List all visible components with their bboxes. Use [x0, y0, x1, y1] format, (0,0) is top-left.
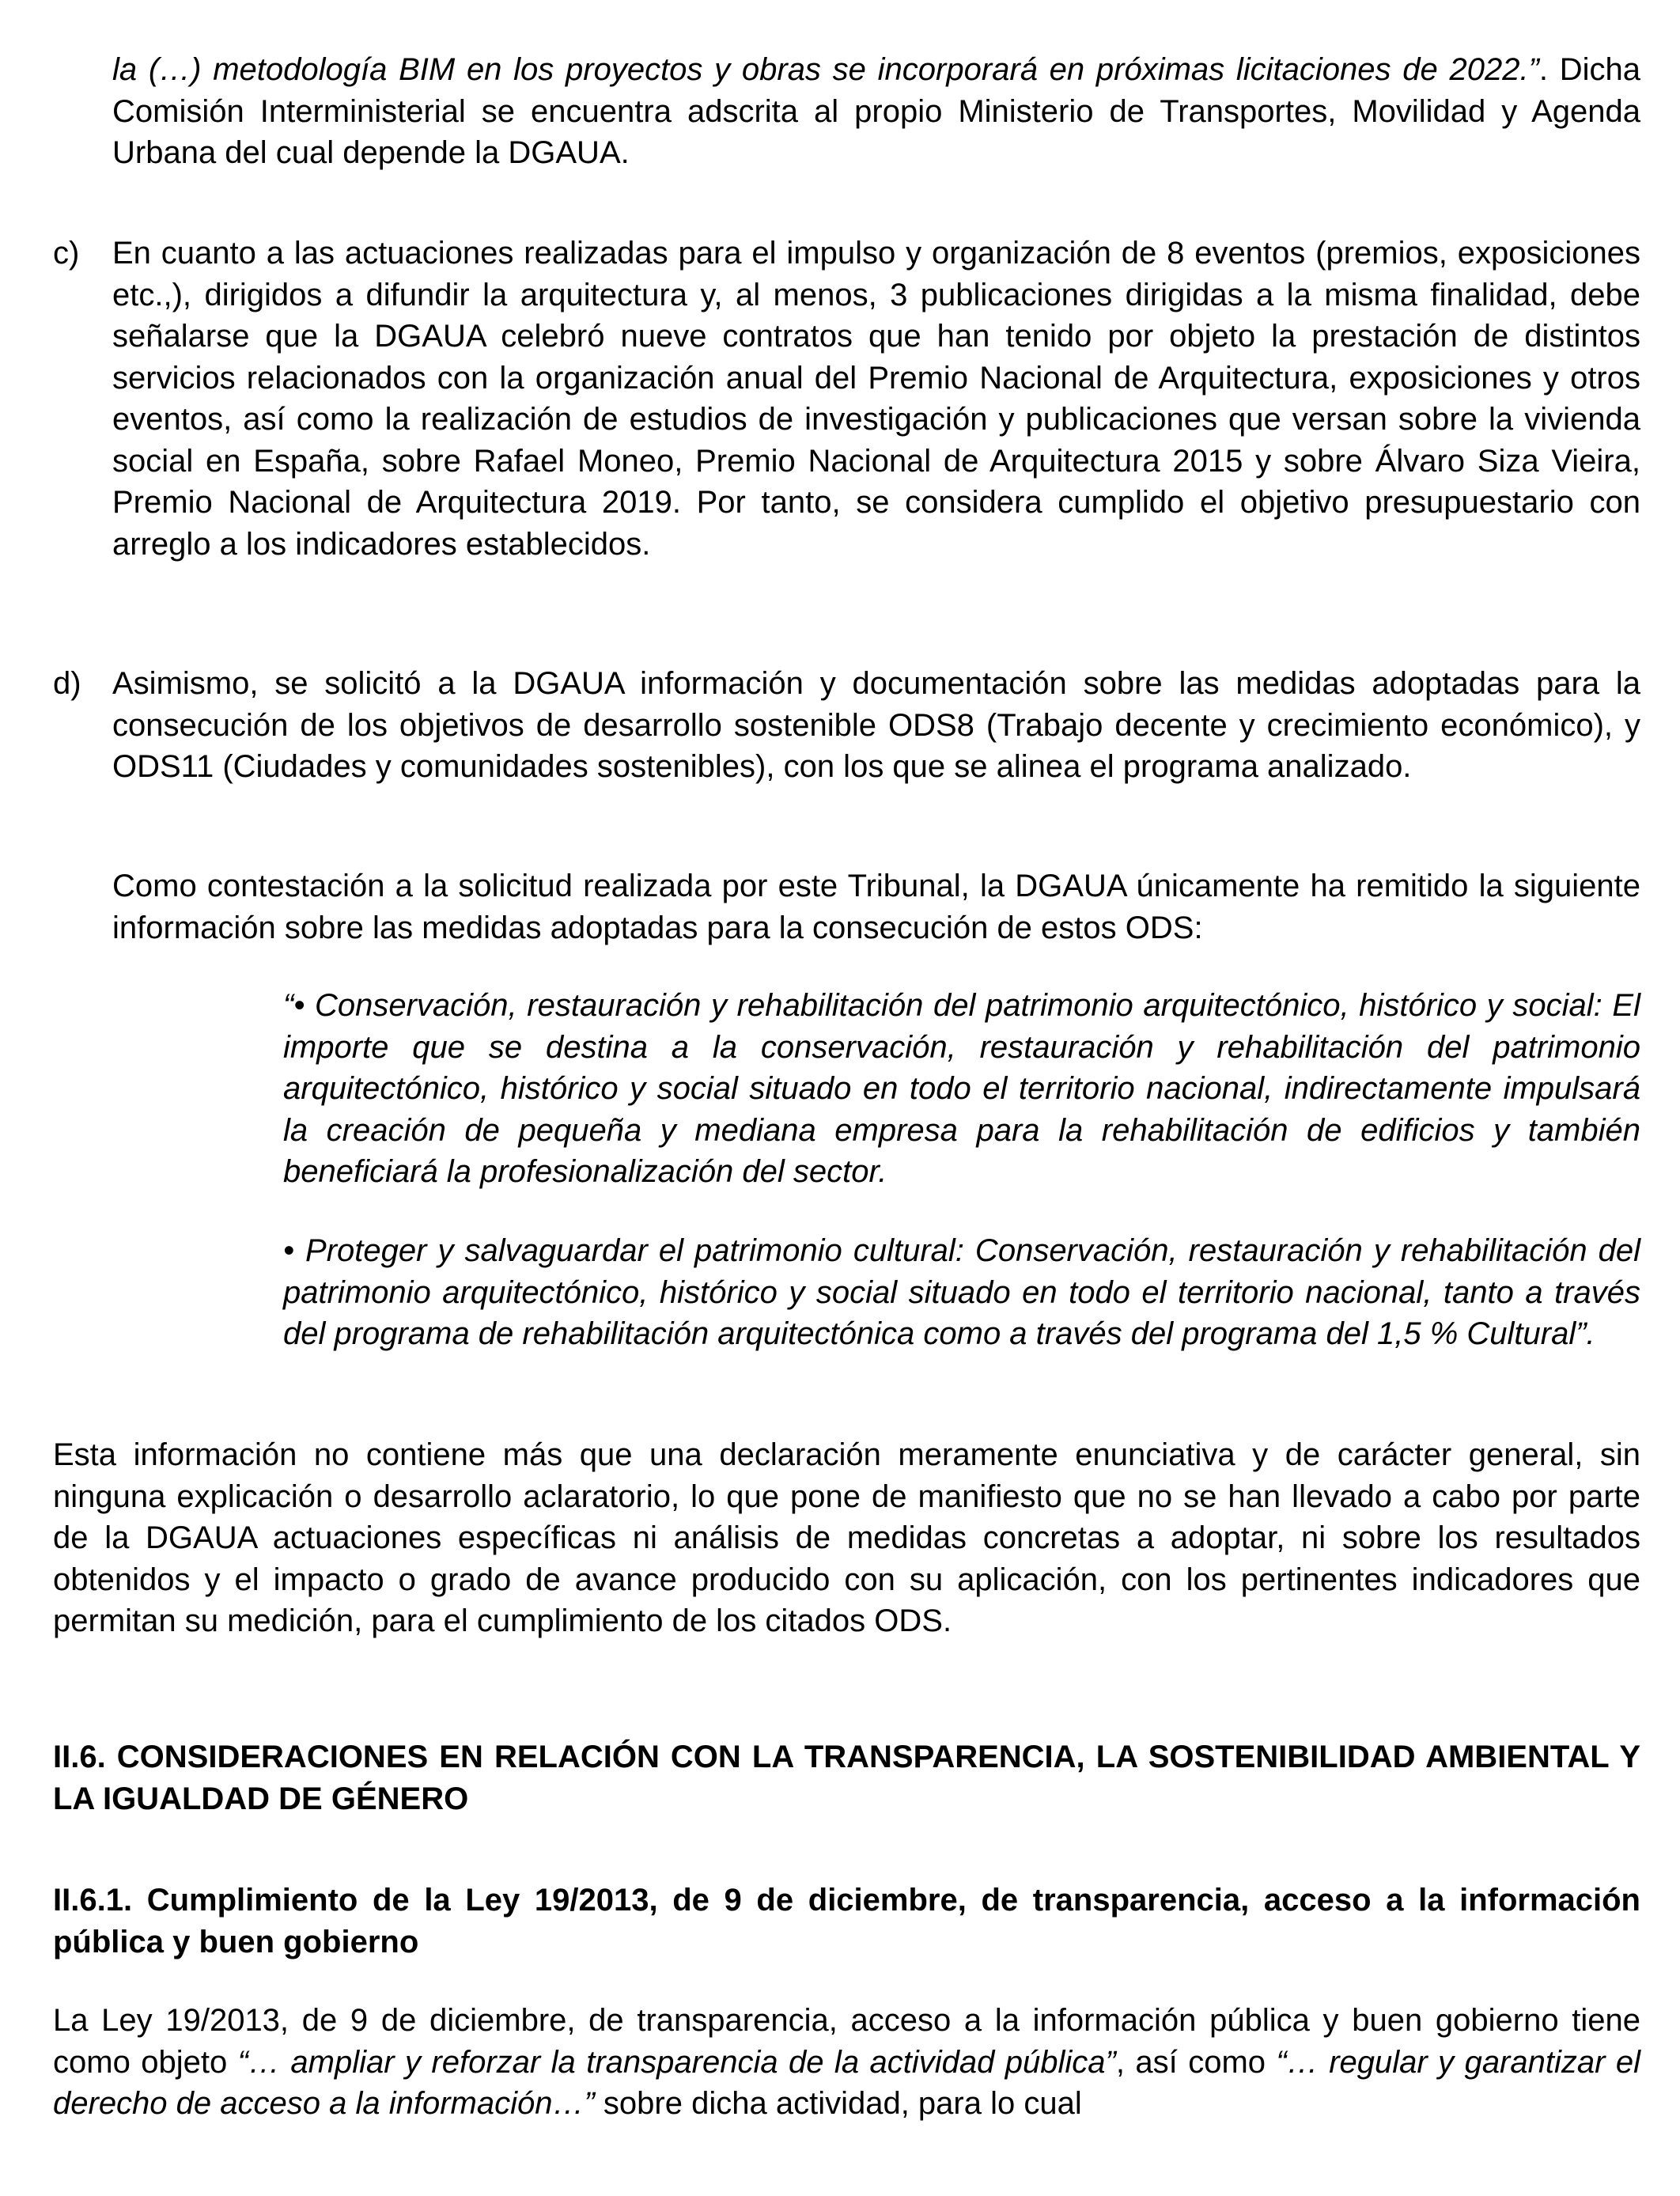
body-text: . Dicha Comisión Interministerial se encuentra adscrita al propio Ministerio de Transportes, Movilidad y Agenda Urbana del cual depende la DGAUA.	[112, 52, 1640, 170]
quote-text: “… ampliar y reforzar la transparencia de la actividad pública”	[237, 2044, 1116, 2080]
list-label: d)	[53, 666, 81, 701]
paragraph-ley	[53, 2000, 1640, 2125]
paragraph-followup: Como contestación a la solicitud realizada por este Tribunal, la DGAUA únicamente ha remitido la siguiente información sobre las medidas adoptadas para la consecución de estos ODS:	[112, 869, 1640, 945]
quote-text: la (…) metodología BIM en los proyectos y obras se incorporará en próximas licitaciones de 2022.”	[112, 52, 1539, 87]
body-text: sobre dicha actividad, para lo cual	[594, 2086, 1082, 2121]
list-label: c)	[53, 236, 80, 271]
list-item-d	[53, 663, 1640, 788]
list-text: En cuanto a las actuaciones realizadas para el impulso y organización de 8 eventos (premios, exposiciones etc.,), dirigidos a difundir la arquitectura y, al menos, 3 publicaciones dirigidas a la misma finalidad, debe señalarse que la DGAUA celebró nueve contratos que han tenido por objeto la prestación de distintos servicios relacionados con la organización anual del Premio Nacional de Arquitectura, exposiciones y otros eventos, así como la realización de estudios de investigación y publicaciones que versan sobre la vivienda social en España, sobre Rafael Moneo, Premio Nacional de Arquitectura 2015 y sobre Álvaro Siza Vieira, Premio Nacional de Arquitectura 2019. Por tanto, se considera cumplido el objetivo presupuestario con arreglo a los indicadores establecidos.	[112, 236, 1640, 562]
block-quote: • Proteger y salvaguardar el patrimonio cultural: Conservación, restauración y rehabilitación del patrimonio arquitectónico, histórico y social situado en todo el territorio nacional, tanto a través del programa de rehabilitación arquitectónica como a través del programa del 1,5 % Cultural”.	[283, 1233, 1640, 1351]
subsection-heading: II.6.1. Cumplimiento de la Ley 19/2013, de 9 de diciembre, de transparencia, acceso a la información pública y buen gobierno	[53, 1883, 1640, 1959]
paragraph-bim	[112, 49, 1640, 174]
paragraph-conclusion: Esta información no contiene más que una declaración meramente enunciativa y de carácter general, sin ninguna explicación o desarrollo aclaratorio, lo que pone de manifiesto que no se han llevado a cabo por parte de la DGAUA actuaciones específicas ni análisis de medidas concretas a adoptar, ni sobre los resultados obtenidos y el impacto o grado de avance producido con su aplicación, con los pertinentes indicadores que permitan su medición, para el cumplimiento de los citados ODS.	[53, 1437, 1640, 1638]
body-text: , así como	[1115, 2044, 1277, 2080]
section-heading: II.6. CONSIDERACIONES EN RELACIÓN CON LA TRANSPARENCIA, LA SOSTENIBILIDAD AMBIENTAL Y LA IGUALDAD DE GÉNERO	[53, 1740, 1640, 1816]
body-text: La Ley 19/2013, de 9 de diciembre, de transparencia, acceso a la información pública y buen gobierno tiene como objeto	[53, 2003, 1640, 2080]
list-item-c	[53, 233, 1640, 565]
quote-text: “… regular y garantizar el derecho de acceso a la información…”	[53, 2044, 1641, 2121]
block-quote: “• Conservación, restauración y rehabilitación del patrimonio arquitectónico, histórico y social: El importe que se destina a la conservación, restauración y rehabilitación del patrimonio arquitectónico, histórico y social situado en todo el territorio nacional, indirectamente impulsará la creación de pequeña y mediana empresa para la rehabilitación de edificios y también beneficiará la profesionalización del sector.	[283, 988, 1640, 1189]
list-text: Asimismo, se solicitó a la DGAUA información y documentación sobre las medidas adoptadas para la consecución de los objetivos de desarrollo sostenible ODS8 (Trabajo decente y crecimiento económico), y ODS11 (Ciudades y comunidades sostenibles), con los que se alinea el programa analizado.	[112, 666, 1640, 784]
